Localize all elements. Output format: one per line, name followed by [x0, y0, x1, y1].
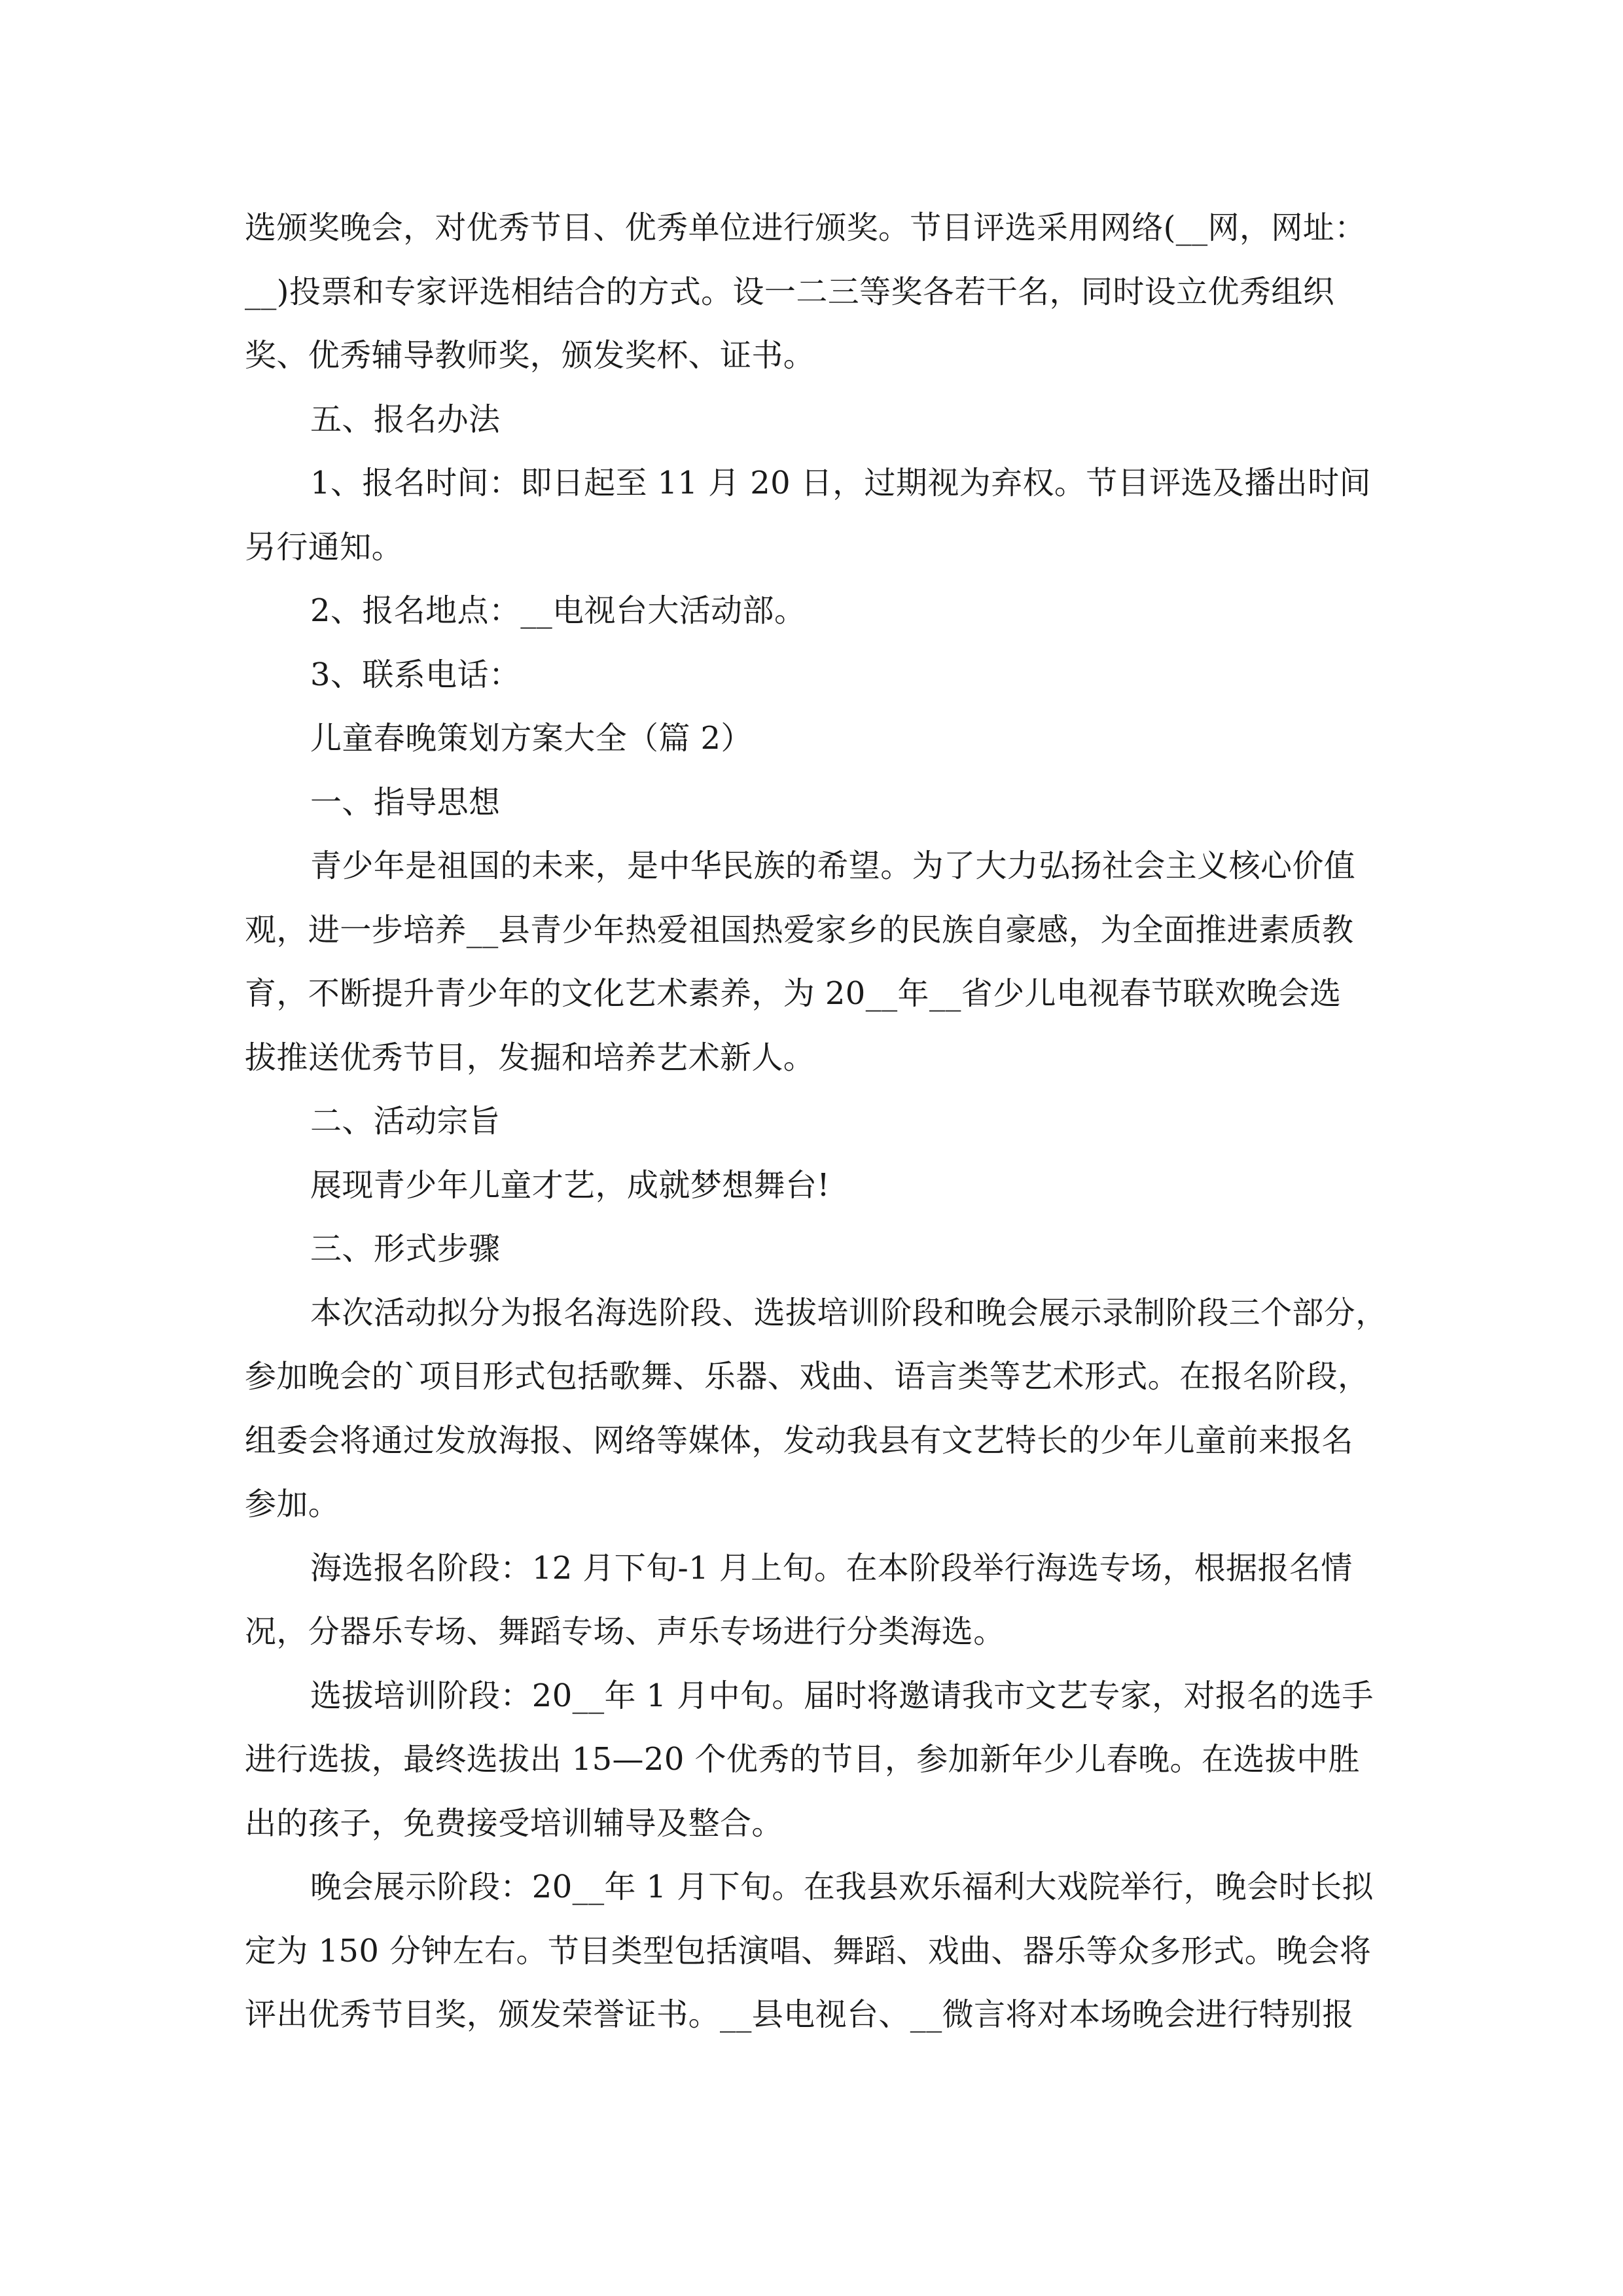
text-line: 奖、优秀辅导教师奖，颁发奖杯、证书。 [245, 337, 815, 374]
text-line: 青少年是祖国的未来，是中华民族的希望。为了大力弘扬社会主义核心价值 [310, 848, 1356, 884]
article-title: 儿童春晚策划方案大全（篇 2） [310, 720, 753, 757]
text-line: 另行通知。 [245, 528, 404, 565]
section-heading: 二、活动宗旨 [310, 1103, 501, 1139]
section-heading: 三、形式步骤 [310, 1230, 501, 1267]
section-heading: 五、报名办法 [310, 401, 501, 438]
text-line: 展现青少年儿童才艺，成就梦想舞台! [310, 1166, 830, 1204]
text-line: 拔推送优秀节目，发掘和培养艺术新人。 [245, 1039, 815, 1076]
text-line: 出的孩子，免费接受培训辅导及整合。 [245, 1804, 783, 1842]
document-body [245, 196, 1387, 2047]
text-line: 海选报名阶段：12 月下旬-1 月上旬。在本阶段举行海选专场，根据报名情 [310, 1549, 1353, 1587]
text-line: 参加晚会的`项目形式包括歌舞、乐器、戏曲、语言类等艺术形式。在报名阶段， [245, 1358, 1370, 1395]
text-line: 育，不断提升青少年的文化艺术素养，为 20__年__省少儿电视春节联欢晚会选 [245, 975, 1342, 1012]
text-line: 2、报名地点：__电视台大活动部。 [310, 592, 806, 629]
text-line: 晚会展示阶段：20__年 1 月下旬。在我县欢乐福利大戏院举行，晚会时长拟 [310, 1869, 1374, 1905]
text-line: 况，分器乐专场、舞蹈专场、声乐专场进行分类海选。 [245, 1613, 1005, 1650]
text-line: 1、报名时间：即日起至 11 月 20 日，过期视为弃权。节目评选及播出时间 [310, 465, 1371, 501]
text-line: 观，进一步培养__县青少年热爱祖国热爱家乡的民族自豪感，为全面推进素质教 [245, 911, 1354, 948]
text-line: 选拔培训阶段：20__年 1 月中旬。届时将邀请我市文艺专家，对报名的选手 [310, 1677, 1374, 1714]
text-line: 评出优秀节目奖，颁发荣誉证书。__县电视台、__微言将对本场晚会进行特别报 [245, 1996, 1354, 2033]
text-line: 选颁奖晚会，对优秀节目、优秀单位进行颁奖。节目评选采用网络(__网，网址： [245, 209, 1366, 246]
text-line: 定为 150 分钟左右。节目类型包括演唱、舞蹈、戏曲、器乐等众多形式。晚会将 [245, 1932, 1372, 1969]
text-line: 进行选拔，最终选拔出 15—20 个优秀的节目，参加新年少儿春晚。在选拔中胜 [245, 1741, 1360, 1778]
text-line: 参加。 [245, 1486, 340, 1522]
text-line: 组委会将通过发放海报、网络等媒体，发动我县有文艺特长的少年儿童前来报名 [245, 1422, 1354, 1459]
text-line: 3、联系电话： [310, 656, 521, 693]
text-block [245, 196, 1387, 2047]
section-heading: 一、指导思想 [310, 783, 501, 821]
text-line: 本次活动拟分为报名海选阶段、选拔培训阶段和晚会展示录制阶段三个部分， [310, 1294, 1387, 1331]
text-line: __)投票和专家评选相结合的方式。设一二三等奖各若干名，同时设立优秀组织 [245, 273, 1335, 310]
